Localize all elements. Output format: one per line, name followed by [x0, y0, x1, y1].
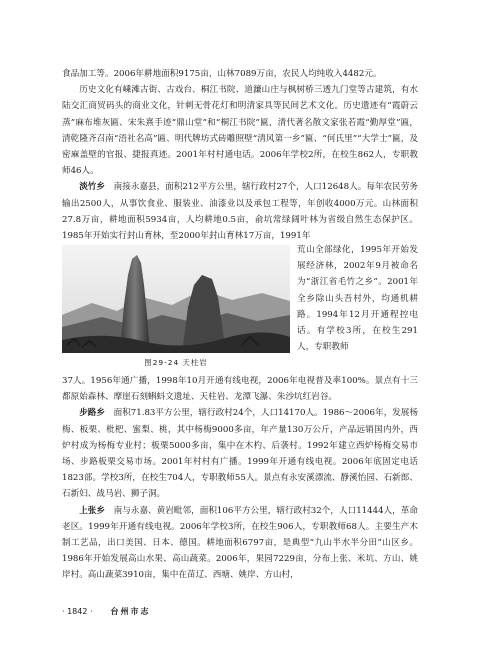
page-footer [62, 606, 418, 617]
figure-tianzhuyan-photo [62, 245, 290, 353]
paragraph-danzhu-continued: 37人。1956年通广播，1998年10月开通有线电视，2006年电视普及率100%。景点有十三都原始森林、摩崖石刻蝌蚪文遗址、天柱岩、龙潭飞瀑、朱沙坑红岩谷。 [62, 376, 418, 403]
paragraph-food-processing: 食品加工等。2006年耕地面积9175亩，山林7089万亩，农民人均纯收入4482元。 [62, 69, 382, 79]
text-block-top [62, 66, 418, 244]
paragraph-danzhu [62, 179, 418, 244]
township-name-bulu: 步路乡 [79, 408, 105, 419]
text-block-lower [62, 373, 418, 584]
paragraph-bulu [62, 405, 418, 502]
page-number: · 1842 · [62, 607, 93, 616]
township-name-shangzhang: 上张乡 [79, 505, 106, 516]
mountain-photo-image [62, 245, 290, 353]
township-name-danzhu: 淡竹乡 [79, 182, 106, 193]
bulu-body: 面积71.83平方公里，辖行政村24个，人口14170人。1986～2006年，发展杨梅、板栗、枇杷、蜜梨、桃，其中杨梅9000多亩，年产量130万公斤，产品远销国内外，西炉村成为杨梅专业村；板栗5000多亩，集中在木杓、后袭村。1992年建立西炉杨梅交易市场、步路板栗交易市场。2001年村村有广播。1999年开通有线电视。2006年底固定电话1823部。学校3所，在校生704人，专职教师55人。景点有永安溪漂流、静溪怡园、石新郎、石新妇、战马岩、狮子洞。 [62, 408, 418, 500]
text-wrap-column: 荒山全部绿化，1995年开始发展经济林，2002年9月被命名为“浙江省毛竹之乡”。2001年全乡除山头吾村外，均通机耕路。1994年12月开通程控电话。有学校3所，在校生291人，专职教师 [297, 245, 418, 353]
book-title: 台州市志 [110, 606, 151, 616]
paragraph-shangzhang [62, 503, 418, 584]
figure-caption: 图29-24 天柱岩 [144, 358, 208, 367]
shangzhang-body: 南与永嘉、黄岩毗邻，面积106平方公里，辖行政村32个，人口11444人，革命老区。1999年开通有线电视。2006年学校3所，在校生906人，专职教师68人。主要生产木制工艺品，出口美国、日本、德国。耕地面积6797亩，是典型“九山半水半分田”山区乡。1986年开始发展高山水果、高山蔬菜。2006年，果园7229亩，分布上张、米坑、方山、姚岸村。高山蔬菜3910亩，集中在苗辽、西塘、姚岸、方山村， [62, 505, 418, 581]
paragraph-history-culture: 历史文化有嵊滩古街、古戏台、桐江书院、道濂山庄与枫树桥三透九门堂等古建筑，有水陆交汇商贸码头的商业文化，针刺无骨花灯和明清家具等民间艺术文化。历史遗迹有“霞蔚云蒸”麻布堆灰匾、宋朱熹手迹“鼎山堂”和“桐江书院”匾，清代著名散文家张若霞“勤厚堂”匾，清乾隆齐召南“浯社名高”匾、明代牌坊式砖雕照壁“清风第一乡”匾、“何氏里”“大学士”匾，及密麻盖壁的官报、捷报真迹。2001年村村通电话。2006年学校2所，在校生862人，专职教师46人。 [62, 85, 418, 177]
danzhu-body: 南接永嘉县，面积212平方公里，辖行政村27个，人口12648人。每年农民劳务输出2500人，从事饮食业、服装业、油漆业以及承包工程等，年创收4000万元。山林面积27.8万亩，耕地面积5934亩，人均耕地0.5亩，俞坑常绿阔叶林为省级自然生态保护区。1985年开始实行封山育林，至2000年封山育林17万亩，1991年 [62, 182, 418, 242]
